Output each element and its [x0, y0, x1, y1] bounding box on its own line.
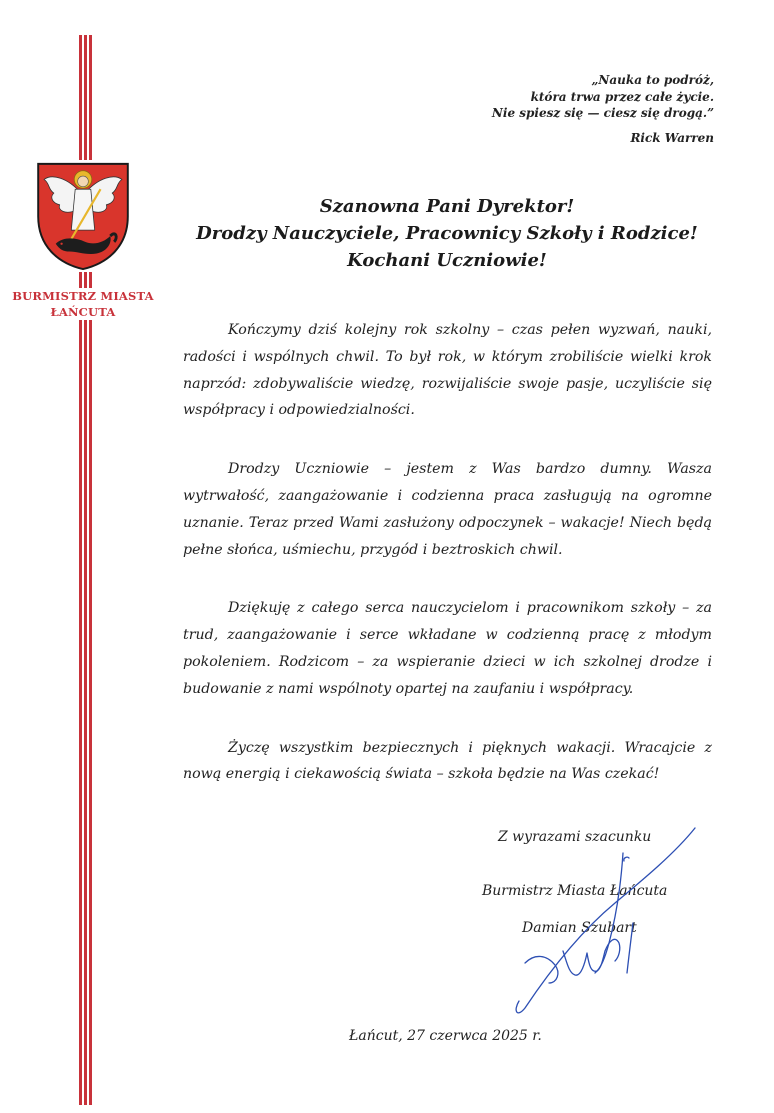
dateline: Łańcut, 27 czerwca 2025 r. — [349, 1028, 542, 1044]
issuer-block — [8, 288, 158, 320]
motto-quote — [492, 72, 714, 122]
greeting-line: Szanowna Pani Dyrektor! — [319, 196, 575, 217]
letter-paragraph: Kończymy dziś kolejny rok szkolny – czas pełen wyzwań, nauki, radości i wspólnych chwil. To był rok, w którym zrobiliście wielki krok naprzód: zdobywaliście wiedzę, rozwijaliście swoje pasje, uczyliście się współpracy i odpowiedzialności. — [183, 322, 712, 419]
letter-paragraph: Życzę wszystkim bezpiecznych i pięknych wakacji. Wracajcie z nową energią i ciekawością świata – szkoła będzie na Was czekać! — [183, 739, 712, 783]
coat-of-arms-icon — [34, 160, 132, 272]
motto-line: „Nauka to podróż, — [591, 73, 714, 87]
letter-paragraph: Dziękuję z całego serca nauczycielom i pracownikom szkoły – za trud, zaangażowanie i serce wkładane w codzienną pracę z młodym pokoleniem. Rodzicom – za wspieranie dzieci w ich szkolnej drodze i budowanie z nami wspólnoty opartej na zaufaniu i współpracy. — [183, 600, 712, 697]
motto-author: Rick Warren — [630, 131, 714, 145]
motto-line: Nie spiesz się — ciesz się drogą.” — [491, 106, 714, 120]
closing-salutation: Z wyrazami szacunku — [498, 829, 652, 845]
greeting-line: Kochani Uczniowie! — [347, 250, 547, 271]
issuer-line-2: ŁAŃCUTA — [50, 305, 116, 319]
motto-line: która trwa przez całe życie. — [530, 89, 714, 104]
signatory-name: Damian Szubart — [522, 920, 637, 936]
greeting-line: Drodzy Nauczyciele, Pracownicy Szkoły i Rodzice! — [196, 223, 698, 244]
greeting — [160, 193, 734, 274]
signatory-title: Burmistrz Miasta Łańcuta — [482, 883, 668, 899]
letter-body — [183, 317, 712, 820]
letter-paragraph: Drodzy Uczniowie – jestem z Was bardzo dumny. Wasza wytrwałość, zaangażowanie i codzienna praca zasługują na ogromne uznanie. Teraz przed Wami zasłużony odpoczynek – wakacje! Niech będą pełne słońca, uśmiechu, przygód i beztroskich chwil. — [183, 461, 712, 558]
issuer-line-1: BURMISTRZ MIASTA — [12, 289, 154, 303]
